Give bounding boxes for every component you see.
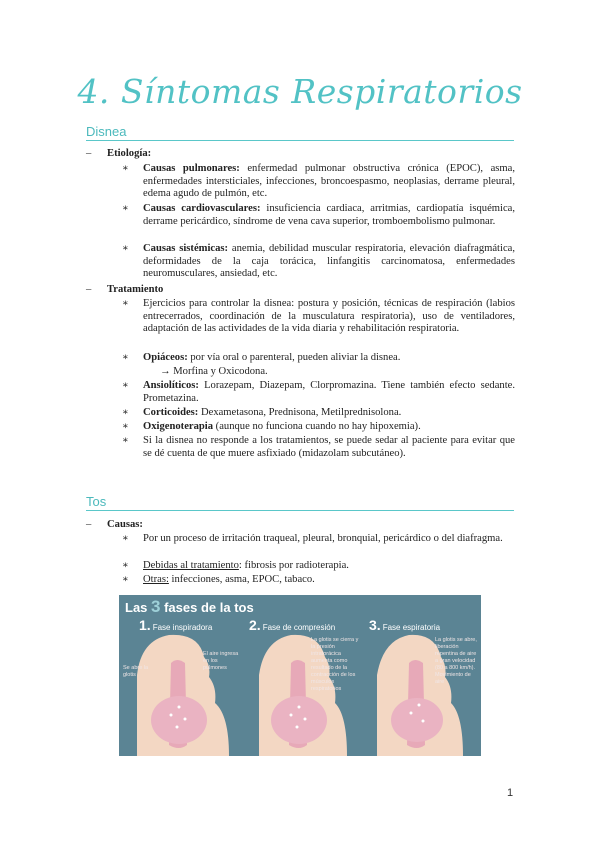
respiratory-anatomy-illustration xyxy=(119,595,481,756)
asterisk-bullet-icon: ∗ xyxy=(122,352,129,363)
list-dash: – xyxy=(86,284,92,295)
item-underlined: Debidas al tratamiento xyxy=(143,560,239,571)
phase-3-label: 3. Fase espiratoria xyxy=(369,617,441,633)
item-text: (aunque no funciona cuando no hay hipoxemia). xyxy=(213,421,421,432)
causas-label: Causas: xyxy=(107,519,143,530)
tratamiento-label: Tratamiento xyxy=(107,284,164,295)
asterisk-bullet-icon: ∗ xyxy=(122,407,129,418)
item-bold: Oxigenoterapia xyxy=(143,421,214,432)
figure-title: Las 3 fases de la tos xyxy=(125,597,254,616)
page-title: 4. Síntomas Respiratorios xyxy=(77,72,523,111)
page-number: 1 xyxy=(507,787,514,799)
item-text: por vía oral o parenteral, pueden aliviar la disnea. xyxy=(187,352,401,363)
asterisk-bullet-icon: ∗ xyxy=(122,203,129,214)
section-heading-disnea: Disnea xyxy=(86,124,514,141)
item-bold: Corticoides: xyxy=(143,407,199,418)
section-heading-tos: Tos xyxy=(86,494,514,511)
asterisk-bullet-icon: ∗ xyxy=(122,435,129,446)
item-text: anemia, debilidad muscular respiratoria, elevación diafragmática, deformidades de la caja torácica, linfangitis carcinomatosa, enfermedades neuromusculares, ansiedad, etc. xyxy=(143,243,515,280)
asterisk-bullet-icon: ∗ xyxy=(122,533,129,544)
note-espiratoria: La glotis se abre, liberación repentina de aire a gran velocidad (80 a 800 km/h). Movimiento de aire xyxy=(435,637,477,685)
asterisk-bullet-icon: ∗ xyxy=(122,298,129,309)
item-text: insuficiencia cardiaca, arritmias, cardiopatía isquémica, derrame pericárdico, síndrome de vena cava superior, tromboembolismo pulmonar. xyxy=(143,203,516,227)
asterisk-bullet-icon: ∗ xyxy=(122,163,129,174)
list-dash: – xyxy=(86,148,92,159)
item-text: enfermedad pulmonar obstructiva crónica (EPOC), asma, enfermedades intersticiales, infecciones, broncoespasmo, neoplasias, derrame pleural, edema agudo de pulmón, etc. xyxy=(143,163,515,200)
item-text: : fibrosis por radioterapia. xyxy=(238,560,349,571)
asterisk-bullet-icon: ∗ xyxy=(122,380,129,391)
note-glotis-abre: Se abre la glotis xyxy=(123,665,149,678)
phase-1-label: 1. Fase inspiradora xyxy=(139,617,213,633)
asterisk-bullet-icon: ∗ xyxy=(122,421,129,432)
item-underlined: Otras: xyxy=(143,574,169,585)
item-text: Ejercicios para controlar la disnea: postura y posición, técnicas de respiración (labios entrecerrados, coordinación de la musculatura respiratoria), uso de ventiladores, adaptación de las actividades de la vida diaria y rehabilitación respiratoria. xyxy=(143,298,515,335)
item-text: Lorazepam, Diazepam, Clorpromazina. Tiene también efecto sedante. Prometazina. xyxy=(143,380,515,404)
asterisk-bullet-icon: ∗ xyxy=(122,560,129,571)
list-dash: – xyxy=(86,519,92,530)
item-text: infecciones, asma, EPOC, tabaco. xyxy=(168,574,315,585)
asterisk-bullet-icon: ∗ xyxy=(122,574,129,585)
item-bold: Causas sistémicas: xyxy=(143,243,229,254)
item-bold: Causas pulmonares: xyxy=(143,163,240,174)
phase-2-label: 2. Fase de compresión xyxy=(249,617,336,633)
item-text: Dexametasona, Prednisona, Metilprednisolona. xyxy=(198,407,402,418)
asterisk-bullet-icon: ∗ xyxy=(122,243,129,254)
item-bold: Ansiolíticos: xyxy=(143,380,199,391)
note-compresion: La glotis se cierra y la presión intratorácica aumenta como resultado de la contracción de los músculos respiratorios xyxy=(311,637,359,692)
item-text: Si la disnea no responde a los tratamientos, se puede sedar al paciente para evitar que se dé cuenta de que muere asfixiado (midazolam subcutáneo). xyxy=(143,435,515,459)
etiologia-label: Etiología: xyxy=(107,148,152,159)
cough-phases-figure xyxy=(119,595,481,756)
item-bold: Opiáceos: xyxy=(143,352,188,363)
note-aire-ingresa: El aire ingresa en los pulmones xyxy=(203,651,239,671)
opiaceos-sub-item: → Morfina y Oxicodona. xyxy=(160,366,268,377)
item-bold: Causas cardiovasculares: xyxy=(143,203,261,214)
item-text: Por un proceso de irritación traqueal, pleural, bronquial, pericárdico o del diafragma. xyxy=(143,533,503,544)
